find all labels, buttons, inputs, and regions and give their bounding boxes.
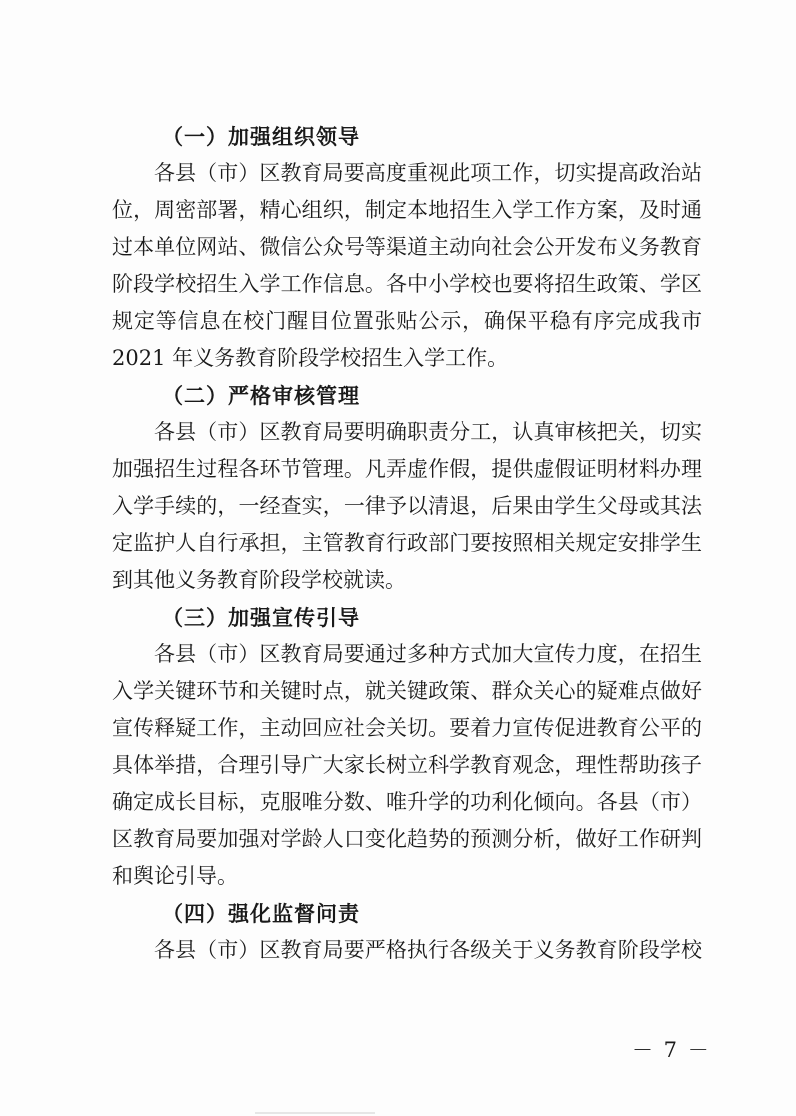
paragraph-line: 各县（市）区教育局要高度重视此项工作，切实提高政治站 <box>154 161 702 185</box>
scan-artifact <box>255 1112 375 1114</box>
section-paragraph-4 <box>112 932 702 969</box>
paragraph-line: 区教育局要加强对学龄人口变化趋势的预测分析，做好工作研判 <box>112 827 702 851</box>
section-heading-1: （一）加强组织领导 <box>162 124 360 149</box>
paragraph-line: 2021 年义务教育阶段学校招生入学工作。 <box>112 346 509 370</box>
paragraph-line: 具体举措，合理引导广大家长树立科学教育观念，理性帮助孩子 <box>112 753 702 777</box>
document-body <box>112 118 702 969</box>
paragraph-line: 到其他义务教育阶段学校就读。 <box>112 568 406 592</box>
paragraph-line: 定监护人自行承担，主管教育行政部门要按照相关规定安排学生 <box>112 531 702 555</box>
paragraph-line: 确定成长目标，克服唯分数、唯升学的功利化倾向。各县（市） <box>112 790 702 814</box>
section-paragraph-2 <box>112 414 702 599</box>
paragraph-line: 和舆论引导。 <box>112 864 238 888</box>
page-number: － 7 － <box>632 1038 711 1062</box>
paragraph-line: 各县（市）区教育局要严格执行各级关于义务教育阶段学校 <box>154 938 702 962</box>
section-heading-4: （四）强化监督问责 <box>162 901 360 926</box>
paragraph-line: 入学关键环节和关键时点，就关键政策、群众关心的疑难点做好 <box>112 679 702 703</box>
section-paragraph-3 <box>112 636 702 895</box>
paragraph-line: 阶段学校招生入学工作信息。各中小学校也要将招生政策、学区 <box>112 272 702 296</box>
paragraph-line: 加强招生过程各环节管理。凡弄虚作假，提供虚假证明材料办理 <box>112 457 702 481</box>
paragraph-line: 过本单位网站、微信公众号等渠道主动向社会公开发布义务教育 <box>112 235 702 259</box>
paragraph-line: 宣传释疑工作，主动回应社会关切。要着力宣传促进教育公平的 <box>112 716 702 740</box>
section-paragraph-1 <box>112 155 702 377</box>
section-heading-2: （二）严格审核管理 <box>162 383 360 408</box>
paragraph-line: 各县（市）区教育局要通过多种方式加大宣传力度，在招生 <box>154 642 702 666</box>
paragraph-line: 规定等信息在校门醒目位置张贴公示，确保平稳有序完成我市 <box>112 309 702 333</box>
paragraph-line: 位，周密部署，精心组织，制定本地招生入学工作方案，及时通 <box>112 198 702 222</box>
paragraph-line: 入学手续的，一经查实，一律予以清退，后果由学生父母或其法 <box>112 494 702 518</box>
paragraph-line: 各县（市）区教育局要明确职责分工，认真审核把关，切实 <box>154 420 702 444</box>
section-heading-3: （三）加强宣传引导 <box>162 605 360 630</box>
